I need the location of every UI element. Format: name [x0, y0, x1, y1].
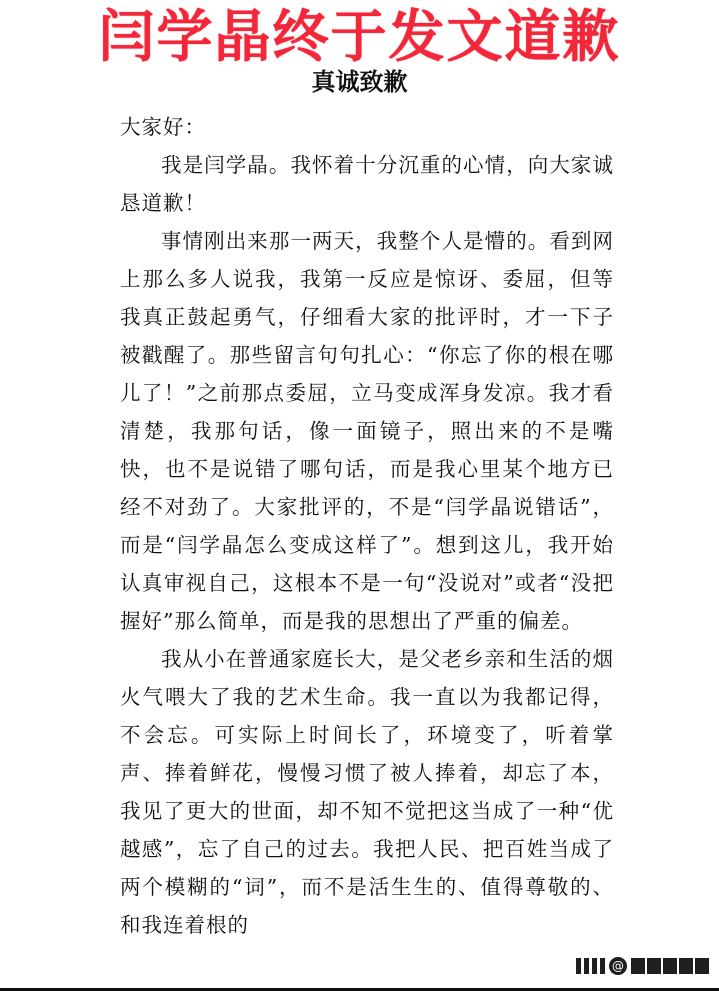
letter-paragraph: 我从小在普通家庭长大，是父老乡亲和生活的烟火气喂大了我的艺术生命。我一直以为我都记得，不会忘。可实际上时间长了，环境变了，听着掌声、捧着鲜花，慢慢习惯了被人捧着，却忘了本，我见了更大的世面，却不知不觉把这当成了一种“优越感”，忘了自己的过去。我把人民、把百姓当成了两个模糊的“词”，而不是活生生的、值得尊敬的、和我连着根的 [120, 647, 614, 937]
letter-paragraph: 事情刚出来那一两天，我整个人是懵的。看到网上那么多人说我，我第一反应是惊讶、委屈，但等我真正鼓起勇气，仔细看大家的批评时，才一下子被戳醒了。那些留言句句扎心：“你忘了你的根在哪儿了！”之前那点委屈，立马变成浑身发凉。我才看清楚，我那句话，像一面镜子，照出来的不是嘴快，也不是说错了哪句话，而是我心里某个地方已经不对劲了。大家批评的，不是“闫学晶说错话”，而是“闫学晶怎么变成这样了”。想到这儿，我开始认真审视自己，这根本不是一句“没说对”或者“没把握好”那么简单，而是我的思想出了严重的偏差。 [120, 229, 614, 633]
watermark-bars-icon [576, 958, 605, 974]
watermark-username-redacted [631, 958, 709, 974]
letter-body [120, 108, 614, 944]
platform-logo-icon: @ [609, 957, 627, 975]
platform-watermark [576, 955, 709, 977]
letter-greeting: 大家好： [120, 115, 206, 139]
headline-banner: 闫学晶终于发文道歉 [98, 5, 621, 70]
letter-paragraph: 我是闫学晶。我怀着十分沉重的心情，向大家诚恳道歉！ [120, 153, 614, 215]
letter-title: 真诚致歉 [311, 67, 408, 96]
